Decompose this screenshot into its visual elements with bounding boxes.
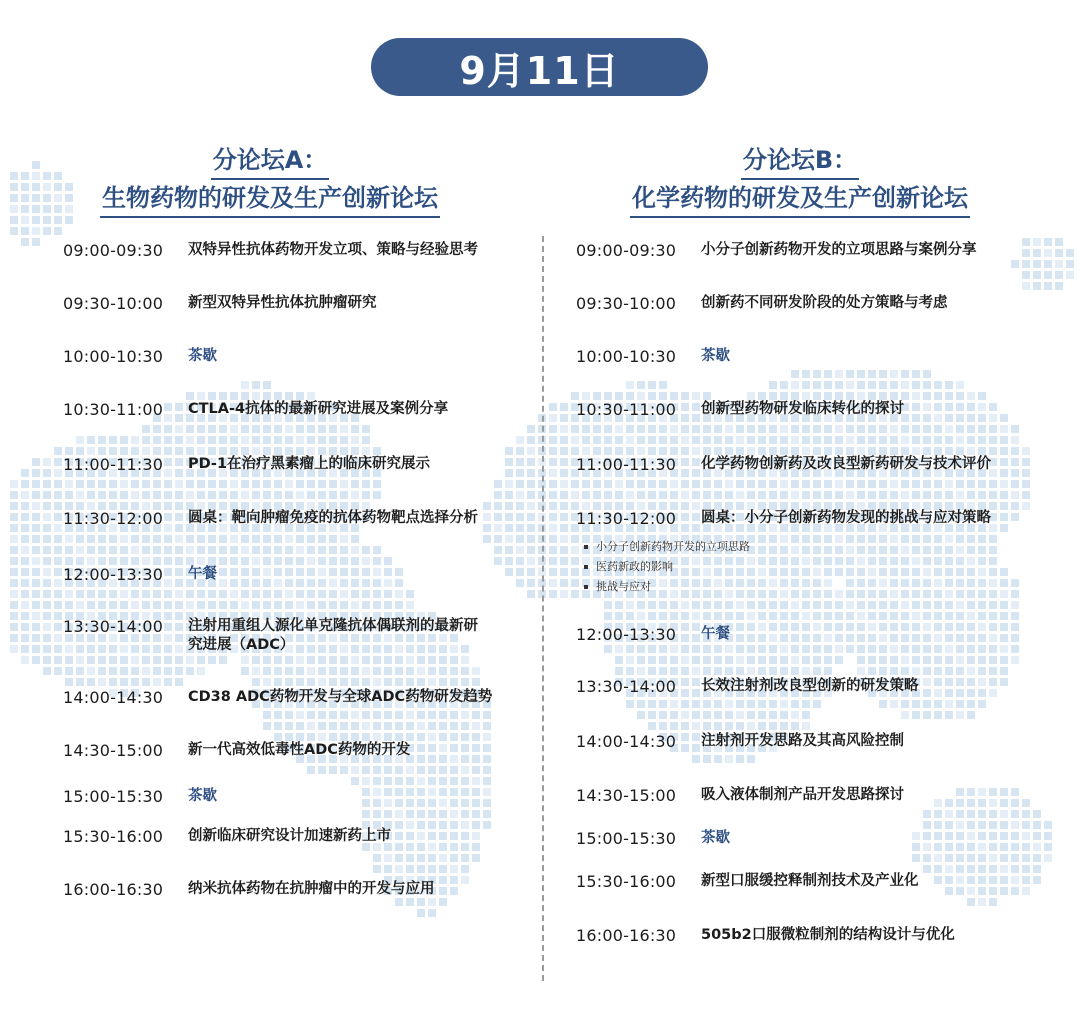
session-time: 14:30-15:00	[576, 786, 677, 805]
session-time: 13:30-14:00	[63, 617, 164, 636]
session-time: 15:00-15:30	[63, 787, 164, 806]
bullet-icon	[584, 545, 588, 549]
session-time: 09:30-10:00	[63, 294, 164, 313]
session-time: 12:00-13:30	[63, 565, 164, 584]
session-title: 午餐	[188, 566, 217, 582]
session-title: 茶歇	[188, 348, 217, 364]
session-time: 15:00-15:30	[576, 829, 677, 848]
session-time: 09:30-10:00	[576, 294, 677, 313]
forum-b-heading-line2: 化学药物的研发及生产创新论坛	[630, 180, 970, 218]
session-title: PD-1在治疗黑素瘤上的临床研究展示	[188, 456, 431, 472]
session-time: 16:00-16:30	[576, 926, 677, 945]
roundtable-topic	[584, 560, 673, 574]
forum-b-heading-line1: 分论坛B：	[741, 142, 859, 180]
session-title: CD38 ADC药物开发与全球ADC药物研发趋势	[188, 689, 493, 705]
column-divider	[542, 236, 544, 981]
session-title: 505b2口服微粒制剂的结构设计与优化	[701, 927, 955, 943]
session-time: 11:30-12:00	[576, 509, 677, 528]
forum-a-heading	[30, 142, 510, 218]
session-title: 圆桌：小分子创新药物发现的挑战与应对策略	[701, 510, 991, 526]
date-badge: 9月11日	[371, 38, 708, 96]
session-title: 化学药物创新药及改良型新药研发与技术评价	[701, 456, 991, 472]
roundtable-topic	[584, 540, 750, 554]
session-time: 14:00-14:30	[576, 732, 677, 751]
session-time: 11:00-11:30	[576, 455, 677, 474]
session-time: 09:00-09:30	[576, 241, 677, 260]
session-title: 创新临床研究设计加速新药上市	[188, 828, 391, 844]
session-title: 新一代高效低毒性ADC药物的开发	[188, 742, 411, 758]
session-time: 12:00-13:30	[576, 625, 677, 644]
session-title: 吸入液体制剂产品开发思路探讨	[701, 787, 904, 803]
session-time: 13:30-14:00	[576, 677, 677, 696]
session-time: 14:30-15:00	[63, 741, 164, 760]
bullet-icon	[584, 585, 588, 589]
bullet-icon	[584, 565, 588, 569]
session-time: 10:00-10:30	[63, 347, 164, 366]
session-time: 10:00-10:30	[576, 347, 677, 366]
session-title: 茶歇	[701, 348, 730, 364]
session-time: 14:00-14:30	[63, 688, 164, 707]
session-time: 10:30-11:00	[576, 400, 677, 419]
session-title: 圆桌：靶向肿瘤免疫的抗体药物靶点选择分析	[188, 510, 478, 526]
session-time: 15:30-16:00	[576, 872, 677, 891]
forum-a-heading-line2: 生物药物的研发及生产创新论坛	[100, 180, 440, 218]
session-title: 新型双特异性抗体抗肿瘤研究	[188, 295, 377, 311]
session-title: 小分子创新药物开发的立项思路与案例分享	[701, 242, 977, 258]
session-title: 新型口服缓控释制剂技术及产业化	[701, 873, 919, 889]
session-title: 创新型药物研发临床转化的探讨	[701, 401, 904, 417]
session-time: 11:30-12:00	[63, 509, 164, 528]
session-time: 16:00-16:30	[63, 880, 164, 899]
session-time: 09:00-09:30	[63, 241, 164, 260]
roundtable-topic-text: 小分子创新药物开发的立项思路	[596, 540, 750, 553]
session-title: 双特异性抗体药物开发立项、策略与经验思考	[188, 242, 478, 258]
roundtable-topic	[584, 580, 651, 594]
session-time: 11:00-11:30	[63, 455, 164, 474]
session-time: 10:30-11:00	[63, 400, 164, 419]
session-title: 注射剂开发思路及其高风险控制	[701, 733, 904, 749]
session-time: 15:30-16:00	[63, 827, 164, 846]
session-title: 创新药不同研发阶段的处方策略与考虑	[701, 295, 948, 311]
roundtable-topic-text: 挑战与应对	[596, 580, 651, 593]
forum-b-heading	[545, 142, 1055, 218]
session-title: 长效注射剂改良型创新的研发策略	[701, 678, 919, 694]
session-title: 茶歇	[701, 830, 730, 846]
session-title: 注射用重组人源化单克隆抗体偶联剂的最新研究进展（ADC）	[188, 618, 478, 653]
session-title: 午餐	[701, 626, 730, 642]
session-title: 茶歇	[188, 788, 217, 804]
forum-a-heading-line1: 分论坛A：	[211, 142, 330, 180]
session-title: CTLA-4抗体的最新研究进展及案例分享	[188, 401, 449, 417]
session-title: 纳米抗体药物在抗肿瘤中的开发与应用	[188, 881, 435, 897]
roundtable-topic-text: 医药新政的影响	[596, 560, 673, 573]
